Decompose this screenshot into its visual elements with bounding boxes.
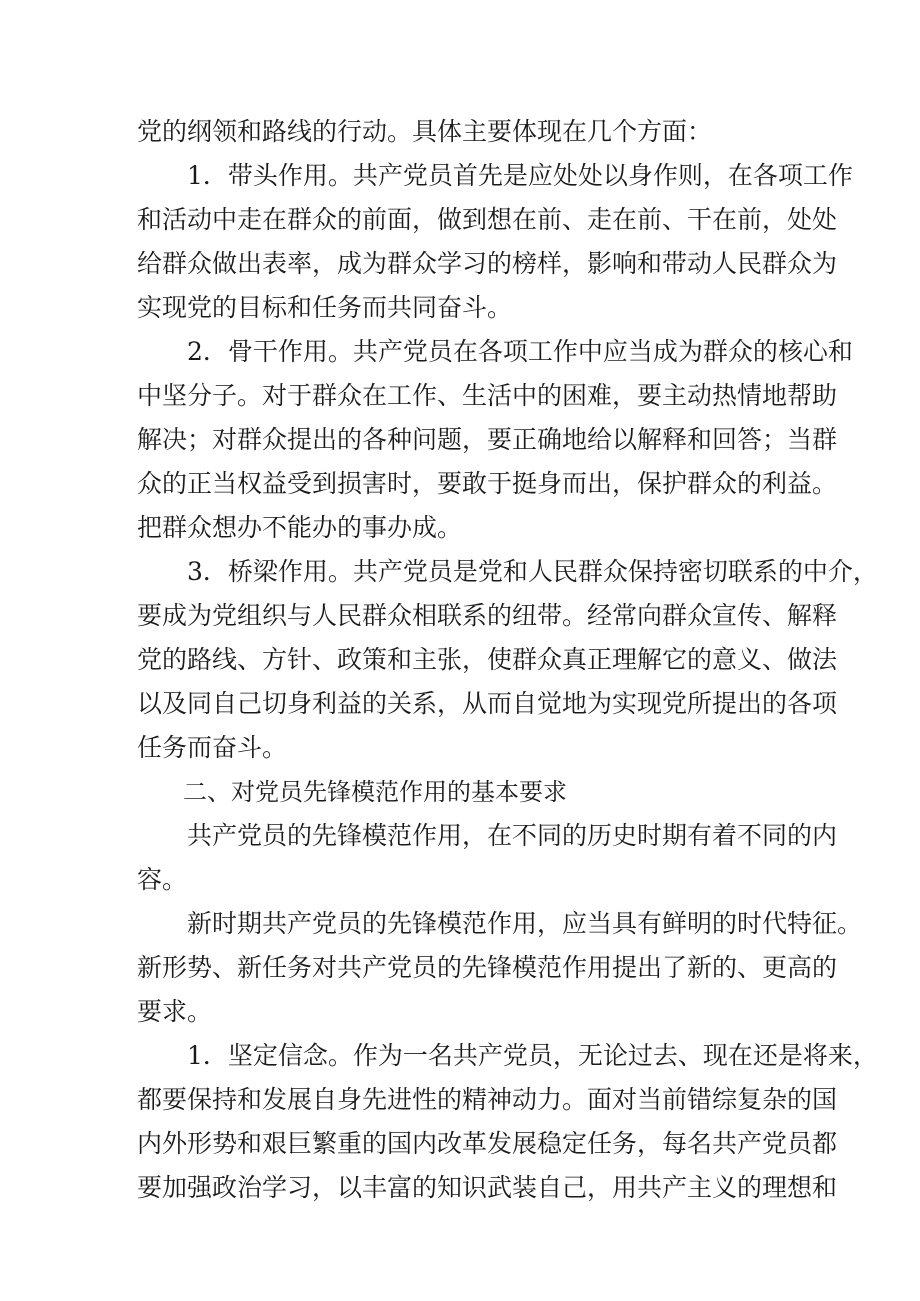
text-line: 要成为党组织与人民群众相联系的纽带。经常向群众宣传、解释	[137, 601, 838, 630]
text-line: 要加强政治学习，以丰富的知识武装自己，用共产主义的理想和	[137, 1173, 838, 1202]
text-line: 和活动中走在群众的前面，做到想在前、走在前、干在前，处处	[137, 205, 838, 234]
text-line: 内外形势和艰巨繁重的国内改革发展稳定任务，每名共产党员都	[137, 1129, 838, 1158]
text-line: 给群众做出表率，成为群众学习的榜样，影响和带动人民群众为	[137, 249, 838, 278]
text-line: 实现党的目标和任务而共同奋斗。	[137, 293, 513, 322]
text-line: 1．坚定信念。作为一名共产党员，无论过去、现在还是将来，	[187, 1041, 878, 1070]
section-heading: 二、对党员先锋模范作用的基本要求	[183, 778, 567, 806]
text-line: 容。	[137, 865, 188, 894]
text-line: 2．骨干作用。共产党员在各项工作中应当成为群众的核心和	[187, 337, 853, 366]
text-line: 以及同自己切身利益的关系，从而自觉地为实现党所提出的各项	[137, 689, 838, 718]
text-line: 任务而奋斗。	[137, 733, 288, 762]
text-line: 都要保持和发展自身先进性的精神动力。面对当前错综复杂的国	[137, 1085, 838, 1114]
text-line: 1．带头作用。共产党员首先是应处处以身作则，在各项工作	[187, 161, 853, 190]
text-line: 中坚分子。对于群众在工作、生活中的困难，要主动热情地帮助	[137, 381, 838, 410]
text-line: 3．桥梁作用。共产党员是党和人民群众保持密切联系的中介，	[187, 557, 878, 586]
text-line: 新形势、新任务对共产党员的先锋模范作用提出了新的、更高的	[137, 953, 838, 982]
text-line: 党的路线、方针、政策和主张，使群众真正理解它的意义、做法	[137, 645, 838, 674]
text-line: 共产党员的先锋模范作用，在不同的历史时期有着不同的内	[187, 821, 838, 850]
text-line: 把群众想办不能办的事办成。	[137, 513, 463, 542]
text-line: 解决；对群众提出的各种问题，要正确地给以解释和回答；当群	[137, 425, 838, 454]
text-line: 党的纲领和路线的行动。具体主要体现在几个方面：	[137, 117, 713, 146]
text-line: 新时期共产党员的先锋模范作用，应当具有鲜明的时代特征。	[187, 909, 863, 938]
text-line: 要求。	[137, 997, 213, 1026]
text-line: 众的正当权益受到损害时，要敢于挺身而出，保护群众的利益。	[137, 469, 838, 498]
